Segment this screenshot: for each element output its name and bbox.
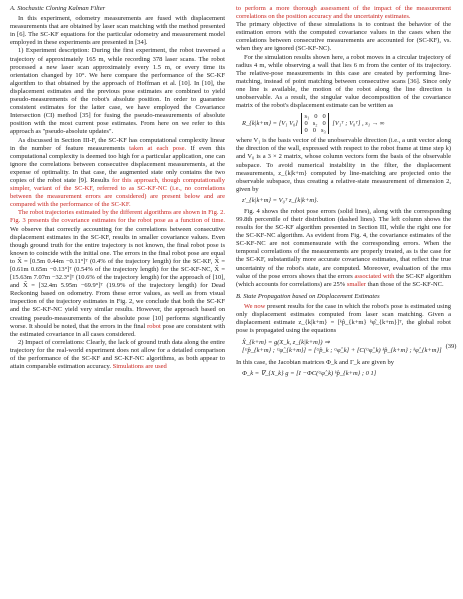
highlighted-text: taken at each pose. <box>129 144 187 152</box>
text-run: We observe that correctly accounting for the correlations between consecutive displacement estimates in the SC-KF, results in smaller covariance values. Even though ground truth for the entire trajectory is not known, the final robot pose is known to coincide with the initial one. The errors in the final robot pose are equal to X̃ = [0.5m 0.44m −0.11°]ᵀ (0.4% of the trajectory length) for the SC-KF, X̃ = [0.61m 0.65m −0.13°]ᵀ (0.54% of the trajectory length) for the SC-KF-NC, X̃ = [15.63m 7.07m −32.3°]ᵀ (10.6% of the trajectory length) for the approach of [10], and X̃ = [32.4m 5.95m −69.9°]ᵀ (19.9% of the trajectory length) for Dead Reckoning based on odometry. From these error values, as well as from visual inspection of the trajectory estimates in Fig. 2, we conclude that both the SC-KF and the SC-KF-NC yield very similar results. However, the approach based on creating pseudo-measurements of the absolute pose [10] performs significantly worse. It should be noted, that the errors in the final <box>10 225 225 330</box>
equation-number: (39) <box>445 343 457 351</box>
paragraph <box>10 137 225 210</box>
paragraph: where V₁ is the basis vector of the unobservable direction (i.e., a unit vector along the direction of the wall, expressed with respect to the robot frame at time step k) and V₀ is a 3 × 2 matrix, whose column vectors form the basis of the observable subspace. To avoid numerical instability in the filter, the displacement measurements, z_{k|k+m} computed by line-matching are projected onto the observable subspace, thus creating a relative-state measurement of dimension 2, given by <box>236 137 451 193</box>
matrix-cell: s₃ <box>320 127 326 135</box>
text-run: present results for the case in which the robot's pose is estimated using only displacement estimates computed from laser scan matching. Given a displacement estimate z_{k|k+m} = [ᵏp̂_{k+m} ᵏφ̂_{k+m}]ᵀ, the global robot pose is propagated using the equations <box>236 302 451 335</box>
right-column <box>236 5 457 381</box>
text-run: the SC-KF algorithm (which accounts for correlations) are 25% <box>236 272 452 288</box>
equation-projection <box>236 197 451 205</box>
matrix-cell: 0 <box>304 127 308 135</box>
paragraph: For the simulation results shown here, a robot moves in a circular trajectory of radius 4 m, while observing a wall that lies 6 m from the center of its trajectory. The relative-pose measurements in this case are created by performing line-matching, instead of point matching between consecutive scans [36]. Since only one line is available, the motion of the robot along the line direction is unobservable. As a result, the singular value decomposition of the covariance matrix of the robot's displacement estimate can be written as <box>236 53 451 110</box>
section-heading: B. State Propagation based on Displacement Estimates <box>236 292 380 300</box>
matrix-cell: 0 <box>322 113 326 121</box>
text-run: Fig. 4 shows the robot pose errors (solid lines), along with the corresponding 99.8th percentile of their distribution (dashed lines). The left column shows the results for the SC-KF algorithm presented in Section III, while the right one for the SC-KF-NC algorithm. As evident from Fig. 4, the covariance estimates of the SC-KF-NC are not commensurate with the corresponding errors. When the temporal correlations of the measurements are properly treated, as is the case for the SC-KF, substantially more accurate covariance estimates, that reflect the true uncertainty of the robot's state, are computed. Moreover, evaluation of the rms value of the pose errors shows that the errors <box>236 207 451 280</box>
matrix-row <box>304 127 325 134</box>
paragraph <box>10 209 225 339</box>
matrix-cell: 0 <box>304 120 308 128</box>
matrix-cell: 0 <box>312 127 316 135</box>
text-run: pose are consistent with the estimated covariance in all cases considered. <box>10 322 226 338</box>
paragraph <box>10 339 225 371</box>
paragraph: 1) Experiment description: During the first experiment, the robot traversed a trajectory of approximately 165 m, while recording 378 laser scans. The robot processed a new laser scan approximately every 1.5 m, or every time its orientation changed by 10°. We here compare the performance of the SC-KF algorithm to that obtained by the approach of Hoffman et al. [10]. In [10], the displacement estimates and the previous pose estimates are combined to yield pseudo-measurements of the robot's absolute position. In order to guarantee consistent estimates for the latter case, we have employed the Covariance Intersection (CI) method [35] for fusing the pseudo-measurements of absolute position with the most current pose estimates. From here on we refer to this approach as "pseudo-absolute updates". <box>10 47 225 136</box>
highlighted-text: associated with <box>354 272 395 280</box>
highlighted-text: Simulations are used <box>112 363 167 371</box>
equation-covariance-svd <box>236 113 451 134</box>
text-run: 2) Impact of correlations: Clearly, the lack of ground truth data along the entire trajectory for the real-world experiment does not allow for a detailed comparison of the performance of the SC-KF and SC-KF-NC algorithms, as both appear to attain comparable estimation accuracy. <box>10 338 225 371</box>
matrix-row <box>304 113 325 120</box>
paragraph <box>236 208 451 289</box>
left-column <box>10 5 225 371</box>
equation-lhs: R_{k|k+m} = <box>242 120 278 128</box>
equation-body: z'_{k|k+m} = V₀ᵀ z_{k|k+m}. <box>242 196 319 204</box>
matrix-row <box>304 120 325 127</box>
highlighted-text: below and are compared with the performance of the SC-KF. <box>10 193 225 209</box>
text-run: As discussed in Section III-F, the SC-KF has computational complexity linear in the number of feature measurements <box>10 136 225 152</box>
section-heading: A. Stochastic Cloning Kalman Filter <box>10 5 106 12</box>
highlighted-text: We now <box>244 302 266 310</box>
highlighted-text: smaller <box>346 280 366 288</box>
matrix-cell: 0 <box>314 113 318 121</box>
text-run: than those of the SC-KF-NC. <box>367 280 444 288</box>
matrix-cell: 0 <box>322 120 326 128</box>
equation-basis: [V₁ V₀] <box>278 120 298 128</box>
equation-jacobian <box>236 370 451 378</box>
highlighted-text: robot <box>147 322 161 330</box>
equation-propagation <box>236 339 457 355</box>
paragraph: The primary objective of these simulations is to contrast the behavior of the estimation errors with the computed covariance values in the cases when the correlations between consecutive measurements are accounted for (SC-KF), vs. when they are ignored (SC-KF-NC). <box>236 21 451 53</box>
highlighted-text: The robot trajectories estimated by the different algorithms are shown in Fig. 2. Fig. 3 presents the covariance estimates for the robot pose as a function of time. <box>10 209 225 225</box>
paragraph <box>236 303 451 335</box>
equation-body <box>236 113 451 134</box>
matrix-cell: s₁ <box>304 113 310 121</box>
matrix-cell: s₂ <box>312 120 318 128</box>
equation-tail: [V₁ᵀ ; V₀ᵀ] , s₁ → ∞ <box>332 120 385 128</box>
paragraph: to perform a more thorough assessment of the impact of the measurement correlations on the position accuracy and the uncertainty estimates. <box>236 5 451 21</box>
equation-body <box>236 339 442 355</box>
text-run: If even this computational complexity is deemed too high for a particular application, one can ignore the correlations between consecutive displacement measurements, at the expense of optimality. In that case, the augmented state only contains the two copies of the robot state [9]. Results <box>10 144 226 184</box>
paragraph: In this case, the Jacobian matrices Φ_k and Γ_k are given by <box>236 359 394 367</box>
equation-line: [ᴳp̂_{k+m} ; ᴳφ̂_{k+m}] = [ᴳp̂_k ; ᴳφ̂_k] + [C(ᴳφ̂_k) ᵏp̂_{k+m} ; ᵏφ̂_{k+m}] <box>242 347 442 355</box>
equation-line: X̂_{k+m} = g(X_k, z_{k|k+m}) ⇒ <box>242 339 330 347</box>
equation-body: Φ_k = ∇_{X_k} g = [I −ΦC(ᴳφ̂_k) ᵏp̂_{k+m} ; 0 1] <box>242 370 377 378</box>
paragraph: In this experiment, odometry measurements are fused with displacement measurements that are obtained by laser scan matching with the method presented in [6]. The SC-KF equations for the particular odometry and measurement model employed in these experiments are presented in [34]. <box>10 15 225 47</box>
highlighted-text: for this approach, though computationally simpler, variant of the SC-KF, referred to as SC-KF-NC (i.e., no correlations between the measurement errors are considered) are present <box>10 176 225 201</box>
singular-value-matrix <box>301 113 328 134</box>
